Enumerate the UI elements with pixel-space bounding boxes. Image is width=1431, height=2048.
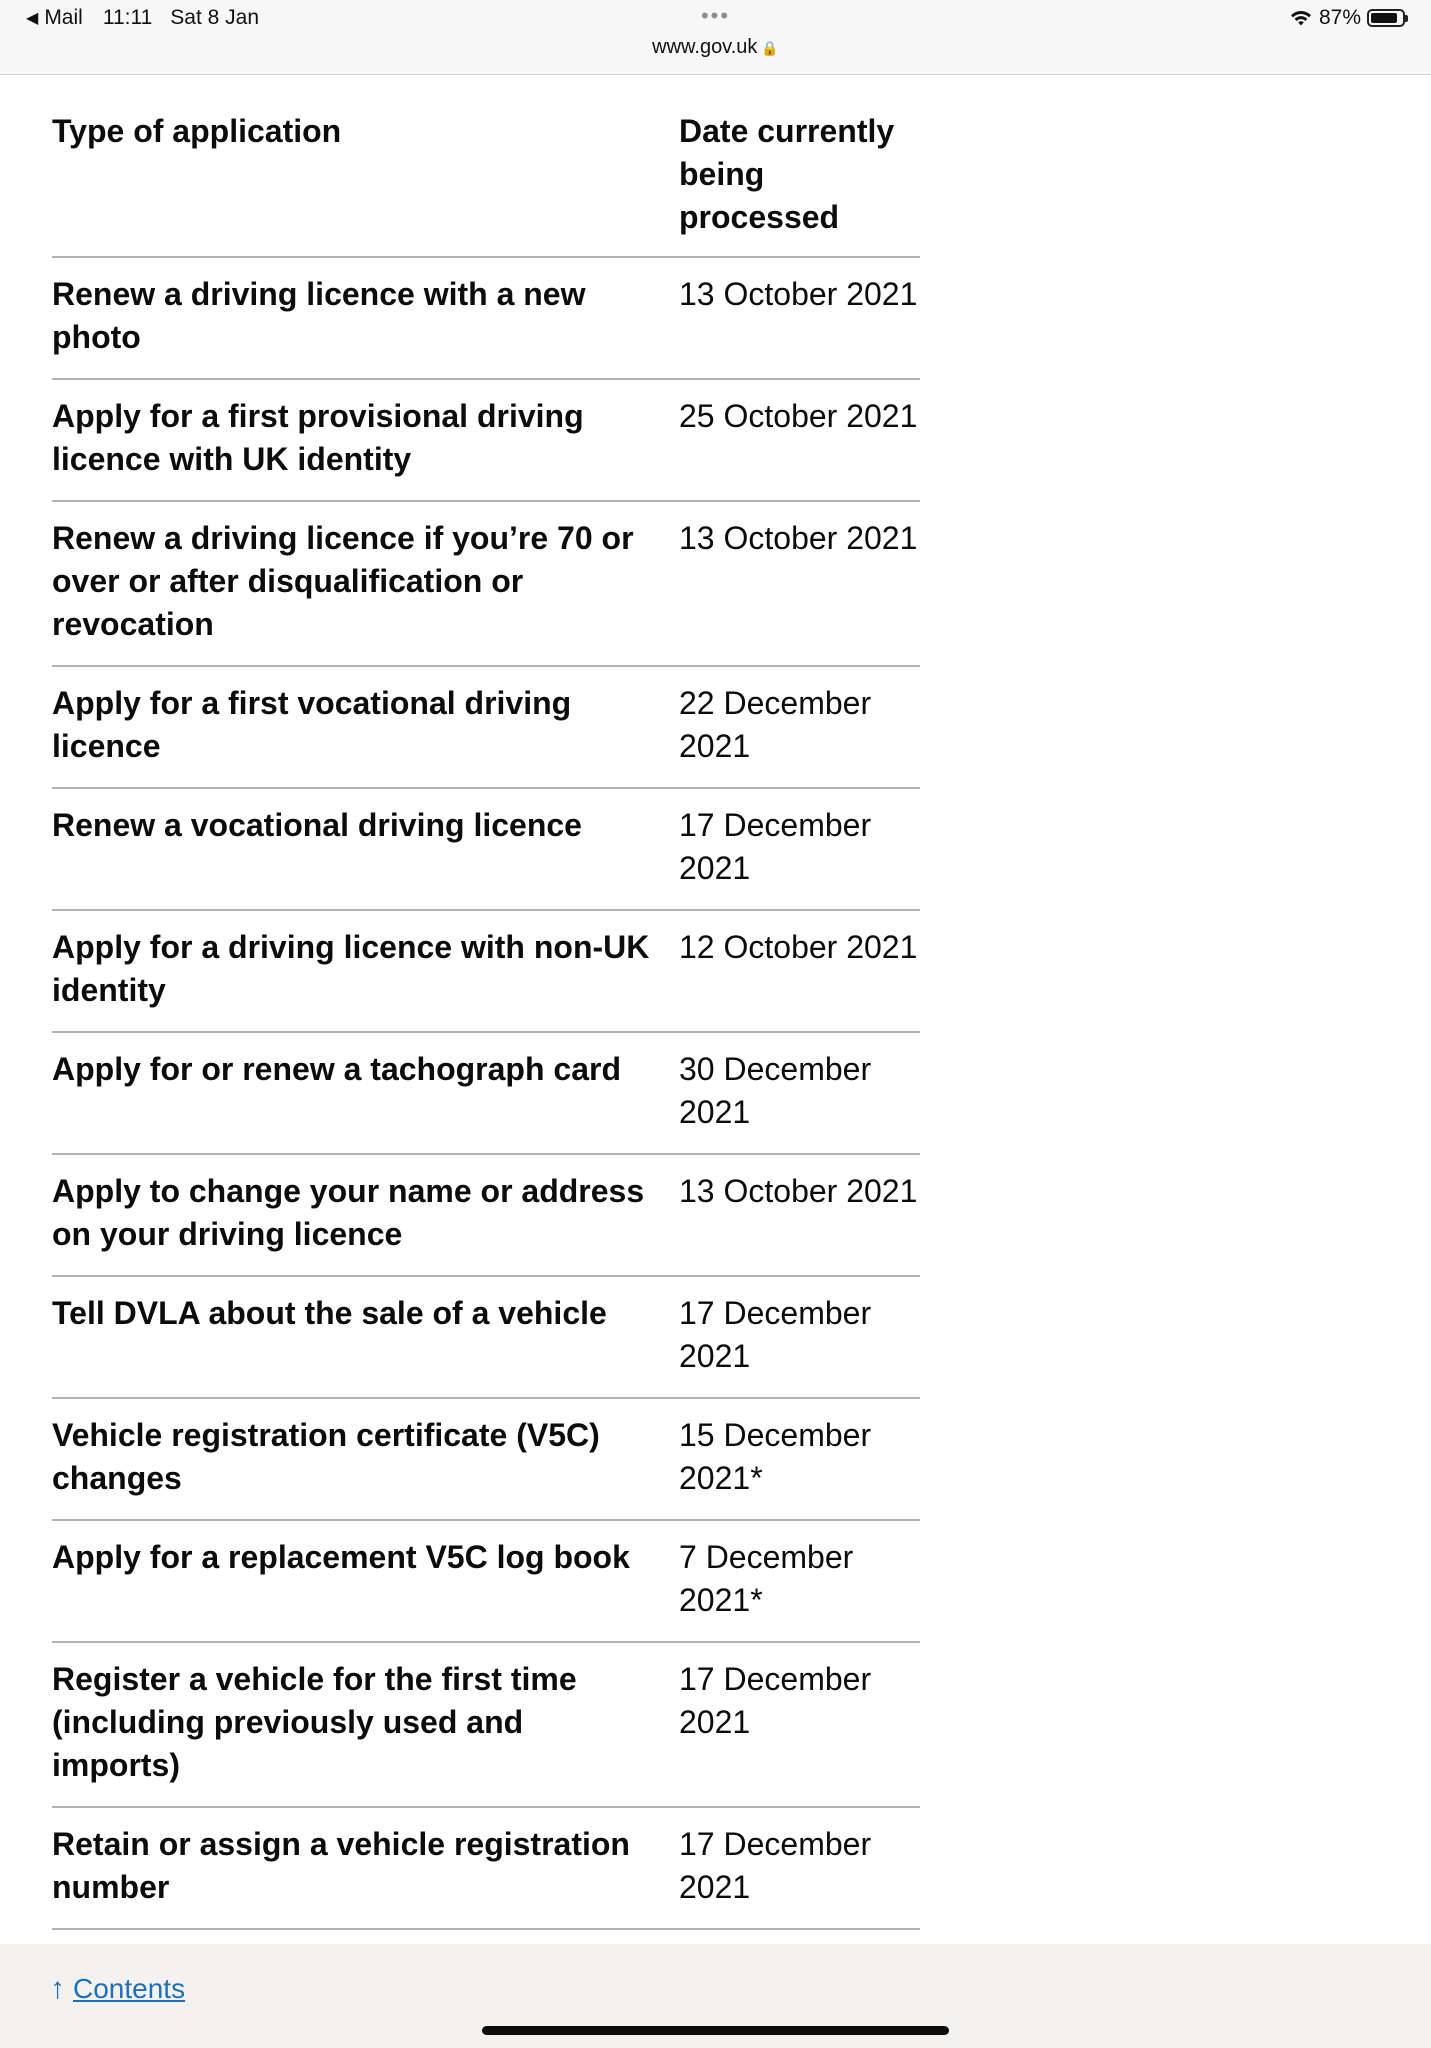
processing-date-cell: 13 October 2021 [679, 257, 920, 379]
table-row [52, 1276, 920, 1398]
status-time: 11:11 [102, 6, 153, 29]
table-row [52, 1154, 920, 1276]
table-row [52, 788, 920, 910]
processing-date-cell: 22 December 2021 [679, 666, 920, 788]
column-header-type: Type of application [52, 108, 679, 257]
contents-link[interactable] [50, 1972, 185, 2006]
processing-date-cell: 17 December 2021 [679, 1642, 920, 1807]
status-bar [0, 0, 1431, 75]
table-row [52, 1642, 920, 1807]
status-date: Sat 8 Jan [170, 6, 259, 29]
application-type-cell: Tell DVLA about the sale of a vehicle [52, 1276, 679, 1398]
processing-date-cell: 15 December 2021* [679, 1398, 920, 1520]
application-type-cell: Renew a vocational driving licence [52, 788, 679, 910]
application-type-cell: Retain or assign a vehicle registration number [52, 1807, 679, 1929]
wifi-icon [1289, 9, 1313, 27]
battery-percentage: 87% [1318, 6, 1361, 29]
application-type-cell: Apply for a first provisional driving licence with UK identity [52, 379, 679, 501]
address-bar[interactable] [0, 36, 1431, 59]
processing-date-cell: 17 December 2021 [679, 1276, 920, 1398]
application-type-cell: Apply for a first vocational driving licence [52, 666, 679, 788]
processing-date-cell: 13 October 2021 [679, 501, 920, 666]
processing-date-cell: 17 December 2021 [679, 1807, 920, 1929]
processing-date-cell: 30 December 2021 [679, 1032, 920, 1154]
table-header-row [52, 108, 920, 257]
back-triangle-icon[interactable]: ◀ [26, 10, 39, 27]
battery-icon [1367, 9, 1405, 27]
processing-date-cell: 12 October 2021 [679, 910, 920, 1032]
application-type-cell: Apply for or renew a tachograph card [52, 1032, 679, 1154]
table-row [52, 1032, 920, 1154]
back-to-app-link[interactable]: Mail [44, 6, 83, 29]
table-row [52, 379, 920, 501]
processing-date-cell: 7 December 2021* [679, 1520, 920, 1642]
application-type-cell: Vehicle registration certificate (V5C) changes [52, 1398, 679, 1520]
table-row [52, 1807, 920, 1929]
application-type-cell: Renew a driving licence if you’re 70 or over or after disqualification or revocation [52, 501, 679, 666]
processing-dates-table [52, 108, 920, 1930]
table-row [52, 1398, 920, 1520]
table-row [52, 257, 920, 379]
more-dots-icon[interactable]: ••• [700, 3, 731, 28]
processing-date-cell: 17 December 2021 [679, 788, 920, 910]
table-row [52, 1520, 920, 1642]
status-right [1289, 6, 1405, 30]
processing-dates-table-wrapper [52, 108, 920, 1930]
application-type-cell: Renew a driving licence with a new photo [52, 257, 679, 379]
column-header-date: Date currently being processed [679, 108, 920, 257]
home-indicator[interactable] [482, 2026, 949, 2035]
arrow-up-icon: ↑ [50, 1972, 65, 2005]
table-row [52, 666, 920, 788]
table-row [52, 910, 920, 1032]
application-type-cell: Apply to change your name or address on your driving licence [52, 1154, 679, 1276]
application-type-cell: Apply for a replacement V5C log book [52, 1520, 679, 1642]
table-row [52, 501, 920, 666]
processing-date-cell: 25 October 2021 [679, 379, 920, 501]
application-type-cell: Apply for a driving licence with non-UK identity [52, 910, 679, 1032]
contents-link-label[interactable]: Contents [73, 1973, 186, 2004]
processing-date-cell: 13 October 2021 [679, 1154, 920, 1276]
contents-footer-bar [0, 1944, 1431, 2048]
application-type-cell: Register a vehicle for the first time (including previously used and imports) [52, 1642, 679, 1807]
url-text: www.gov.uk [652, 36, 758, 58]
lock-icon: 🔒 [761, 40, 779, 56]
